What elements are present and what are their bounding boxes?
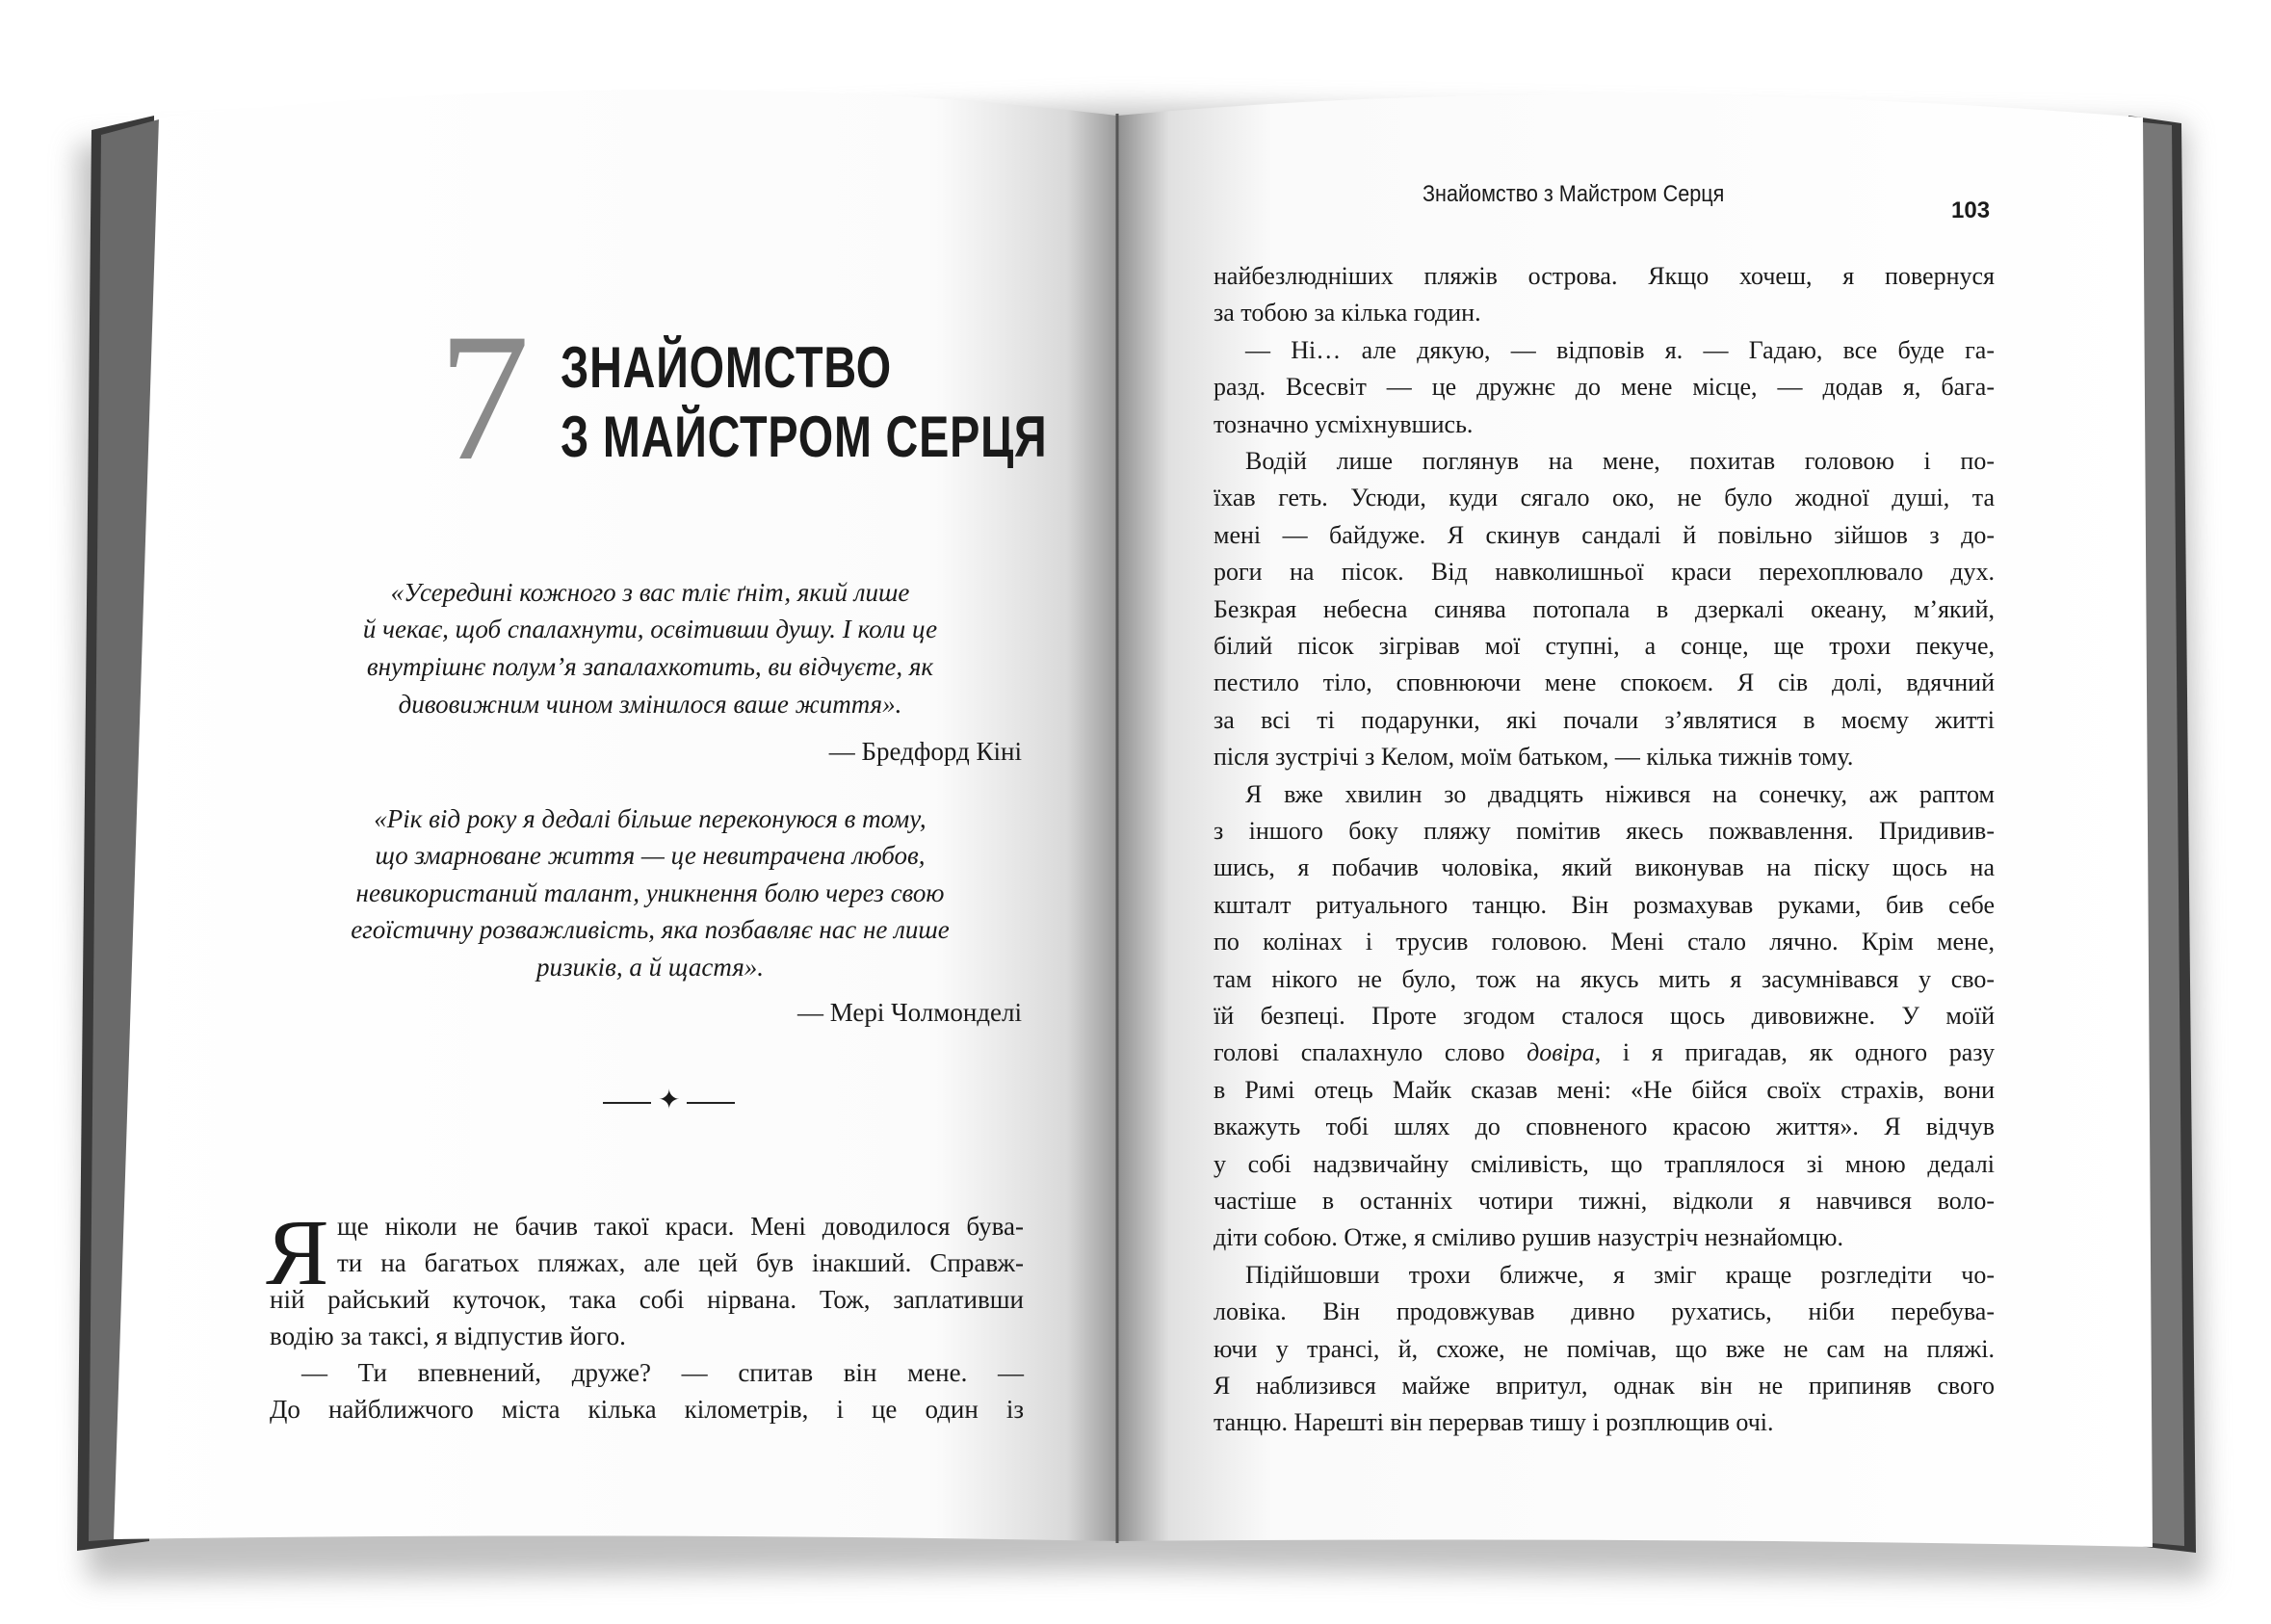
- body-line: частіше в останніх чотири тижні, відколи я навчився воло-: [1214, 1187, 1995, 1215]
- epigraph-author: — Мері Чолмонделі: [796, 998, 1022, 1027]
- body-line: Я наблизився майже впритул, однак він не припиняв свого: [1214, 1372, 1995, 1400]
- body-line: Підійшовши трохи ближче, я зміг краще розгледіти чо-: [1245, 1261, 1995, 1289]
- body-line: ловіка. Він продовжував дивно рухатись, ніби перебува-: [1214, 1297, 1995, 1325]
- chapter-number: 7: [438, 297, 530, 499]
- epigraph-line: егоїстичну розважливість, яка позбавляє нас не лише: [351, 915, 950, 944]
- body-line: за тобою за кілька годин.: [1214, 299, 1481, 327]
- body-line: їй безпеці. Проте згодом сталося щось дивовижне. У моїй: [1214, 1002, 1995, 1030]
- page-number: 103: [1951, 197, 1991, 223]
- body-line: у собі надзвичайну сміливість, що траплялося зі мною дедалі: [1214, 1150, 1995, 1178]
- body-line: ти на багатьох пляжах, але цей був інакший. Справж-: [337, 1248, 1024, 1277]
- body-text: , і я пригадав, як одного разу: [1594, 1038, 1996, 1066]
- body-line: їхав геть. Усюди, куди сягало око, не було жодної душі, та: [1214, 484, 1995, 511]
- ornament-rule: [687, 1102, 735, 1104]
- body-line: Водій лише поглянув на мене, похитав головою і по-: [1245, 447, 1995, 475]
- body-line: — Ні… але дякую, — відповів я. — Гадаю, все буде га-: [1245, 336, 1995, 364]
- body-line: ючи у трансі, й, схоже, не помічав, що вже не сам на пляжі.: [1214, 1335, 1995, 1363]
- body-line: До найближчого міста кілька кілометрів, і це один із: [270, 1395, 1024, 1424]
- body-line: ще ніколи не бачив такої краси. Мені доводилося бува-: [337, 1212, 1024, 1241]
- epigraph-line: «Рік від року я дедалі більше переконуюся в тому,: [374, 804, 927, 833]
- body-line: — Ти впевнений, друже? — спитав він мене. —: [301, 1358, 1024, 1387]
- chapter-title-line-1: ЗНАЙОМСТВО: [561, 335, 892, 400]
- body-line: після зустрічі з Келом, моїм батьком, — кілька тижнів тому.: [1214, 743, 1854, 771]
- body-line: разд. Всесвіт — це дружнє до мене місце, — додав я, бага-: [1214, 373, 1995, 401]
- body-line: водію за таксі, я відпустив його.: [270, 1322, 626, 1350]
- body-line: танцю. Нарешті він перервав тишу і розплющив очі.: [1214, 1408, 1774, 1436]
- epigraph-line: внутрішнє полум’я запалахкотить, ви відчуєте, як: [366, 652, 934, 681]
- epigraph-line: що змарноване життя — це невитрачена любов,: [375, 841, 926, 870]
- epigraph-line: й чекає, щоб спалахнути, освітивши душу. І коли це: [362, 615, 938, 643]
- chapter-title-line-2: З МАЙСТРОМ СЕРЦЯ: [561, 405, 1048, 469]
- body-line: по колінах і трусив головою. Мені стало лячно. Крім мене,: [1214, 928, 1995, 956]
- body-text: голові спалахнуло слово: [1214, 1038, 1505, 1066]
- body-line: Я вже хвилин зо двадцять ніжився на сонечку, аж раптом: [1245, 780, 1995, 808]
- body-line: роги на пісок. Від навколишньої краси перехоплювало дух.: [1214, 558, 1995, 586]
- body-line: білий пісок зігрівав мої ступні, а сонце, ще трохи пекуче,: [1214, 632, 1995, 660]
- epigraph-author: — Бредфорд Кіні: [828, 737, 1022, 766]
- body-line: мені — байдуже. Я скинув сандалі й повільно зійшов з до-: [1214, 521, 1995, 549]
- section-ornament: [603, 1084, 735, 1116]
- diamond-ornament-icon: ✦: [658, 1086, 681, 1115]
- body-line: Безкрая небесна синява потопала в дзеркалі океану, м’який,: [1214, 595, 1995, 623]
- body-line: ній райський куточок, така собі нірвана. Тож, заплативши: [270, 1285, 1024, 1314]
- drop-cap: Я: [266, 1201, 329, 1305]
- epigraph-line: дивовижним чином змінилося ваше життя».: [398, 690, 902, 719]
- epigraph-line: ризиків, а й щастя».: [535, 953, 765, 982]
- body-line: в Римі отець Майк сказав мені: «Не бійся своїх страхів, вони: [1214, 1076, 1995, 1104]
- body-line: з іншого боку пляжу помітив якесь пожвавлення. Придивив-: [1214, 817, 1995, 845]
- body-line: за всі ті подарунки, які почали з’являтися в моєму житті: [1214, 706, 1995, 734]
- body-line: тозначно усміхнувшись.: [1214, 410, 1474, 438]
- epigraph-line: «Усередині кожного з вас тліє ґніт, який лише: [390, 578, 910, 607]
- body-line: там нікого не було, тож на якусь мить я засумнівався у сво-: [1214, 965, 1995, 993]
- ornament-rule: [603, 1102, 651, 1104]
- epigraph-line: невикористаний талант, уникнення болю через свою: [355, 878, 945, 907]
- body-line: найбезлюдніших пляжів острова. Якщо хочеш, я повернуся: [1214, 262, 1995, 290]
- running-head: Знайомство з Майстром Серця: [1423, 181, 1725, 207]
- body-line: кшталт ритуального танцю. Він розмахував руками, бив себе: [1214, 891, 1995, 919]
- body-line: шись, я побачив чоловіка, який виконував на піску щось на: [1214, 853, 1995, 881]
- body-line: [1214, 1035, 1995, 1071]
- emphasized-word: довіра: [1527, 1038, 1595, 1066]
- body-line: пестило тіло, сповнюючи мене спокоєм. Я сів долі, вдячний: [1214, 668, 1995, 696]
- body-line: діти собою. Отже, я сміливо рушив назустріч незнайомцю.: [1214, 1223, 1843, 1251]
- body-line: вкажуть тобі шлях до сповненого красою життя». Я відчув: [1214, 1113, 1995, 1140]
